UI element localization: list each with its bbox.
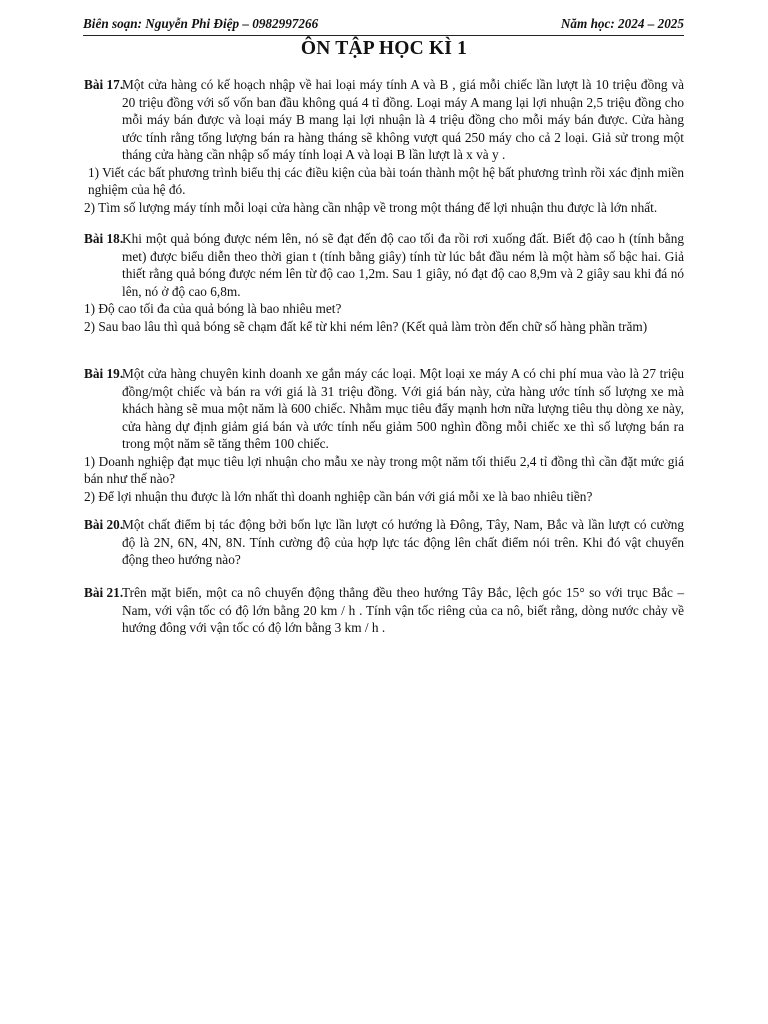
header-rule: [83, 35, 684, 36]
problem-part: 1) Doanh nghiệp đạt mục tiêu lợi nhuận cho mẫu xe này trong một năm tối thiểu 2,4 tỉ đồng thì cần đặt mức giá bán như thế nào?: [84, 453, 684, 486]
problem-18: [84, 230, 684, 335]
problem-text: Khi một quả bóng được ném lên, nó sẽ đạt đến độ cao tối đa rồi rơi xuống đất. Biết độ cao h (tính bằng met) được biểu diễn theo thời gian t (tính bằng giây) tính từ lúc bắt đầu ném là một hàm số bậc hai. Giả thiết rằng quả bóng được ném lên từ độ cao 1,2m. Sau 1 giây, nó đạt độ cao 8,9m và 2 giây sau khi đá nó lên, nó ở độ cao 6,8m.: [122, 231, 684, 299]
problem-text: Một cửa hàng chuyên kinh doanh xe gắn máy các loại. Một loại xe máy A có chi phí mua vào là 27 triệu đồng/một chiếc và bán ra với giá là 31 triệu đồng. Với giá bán này, cửa hàng ước tính số lượng xe mà khách hàng sẽ mua một năm là 600 chiếc. Nhằm mục tiêu đẩy mạnh hơn nữa lượng tiêu thụ dòng xe này, cửa hàng dự định giảm giá bán và ước tính nếu giảm 500 nghìn đồng mỗi chiếc xe thì số lượng bán ra trong một năm sẽ tăng thêm 100 chiếc.: [122, 366, 684, 451]
problem-part: 1) Độ cao tối đa của quả bóng là bao nhiêu met?: [84, 301, 342, 316]
problem-part: 2) Để lợi nhuận thu được là lớn nhất thì doanh nghiệp cần bán với giá mỗi xe là bao nhiêu tiền?: [84, 488, 593, 504]
problem-label: Bài 18.: [84, 231, 124, 246]
problem-label: Bài 19.: [84, 366, 124, 381]
problem-label: Bài 20.: [84, 517, 124, 532]
author-line: Biên soạn: Nguyễn Phi Điệp – 0982997266: [83, 16, 319, 31]
school-year: Năm học: 2024 – 2025: [560, 16, 684, 31]
problem-text: Một chất điểm bị tác động bởi bốn lực lần lượt có hướng là Đông, Tây, Nam, Bắc và lần lượt có cường độ là 2N, 6N, 4N, 8N. Tính cường độ của hợp lực tác động lên chất điểm nói trên. Khi đó vật chuyển động theo hướng nào?: [122, 517, 684, 567]
page-title: ÔN TẬP HỌC KÌ 1: [300, 38, 468, 59]
problem-19: [84, 365, 684, 505]
problem-text: Trên mặt biển, một ca nô chuyển động thẳng đều theo hướng Tây Bắc, lệch góc 15° so với trục Bắc – Nam, với vận tốc có độ lớn bằng 20 km / h . Tính vận tốc riêng của ca nô, biết rằng, dòng nước chảy về hướng đông với vận tốc có độ lớn bằng 3 km / h .: [122, 585, 684, 635]
problem-17: [84, 76, 684, 216]
problem-part: 2) Sau bao lâu thì quả bóng sẽ chạm đất kể từ khi ném lên? (Kết quả làm tròn đến chữ số hàng phần trăm): [84, 318, 648, 334]
problem-part: 1) Viết các bất phương trình biểu thị các điều kiện của bài toán thành một hệ bất phương trình rồi xác định miền nghiệm của hệ đó.: [88, 164, 684, 197]
problem-text: Một cửa hàng có kế hoạch nhập về hai loại máy tính A và B , giá mỗi chiếc lần lượt là 10 triệu đồng và 20 triệu đồng với số vốn ban đầu không quá 4 tỉ đồng. Loại máy A mang lại lợi nhuận 2,5 triệu đồng cho mỗi máy bán được và loại máy B mang lại lợi nhuận là 4 triệu đồng cho mỗi máy bán được. Cửa hàng ước tính rằng tổng lượng bán ra hàng tháng sẽ không vượt quá 250 máy cho cả 2 loại. Giả sử trong một tháng cửa hàng cần nhập số máy tính loại A và loại B lần lượt là x và y .: [122, 77, 684, 162]
problem-label: Bài 17.: [84, 77, 124, 92]
page-header: [83, 14, 684, 36]
problem-20: [84, 516, 684, 569]
problem-21: [84, 584, 684, 637]
problem-label: Bài 21.: [84, 585, 124, 600]
problem-part: 2) Tìm số lượng máy tính mỗi loại cửa hàng cần nhập về trong một tháng để lợi nhuận thu được là lớn nhất.: [84, 199, 658, 215]
